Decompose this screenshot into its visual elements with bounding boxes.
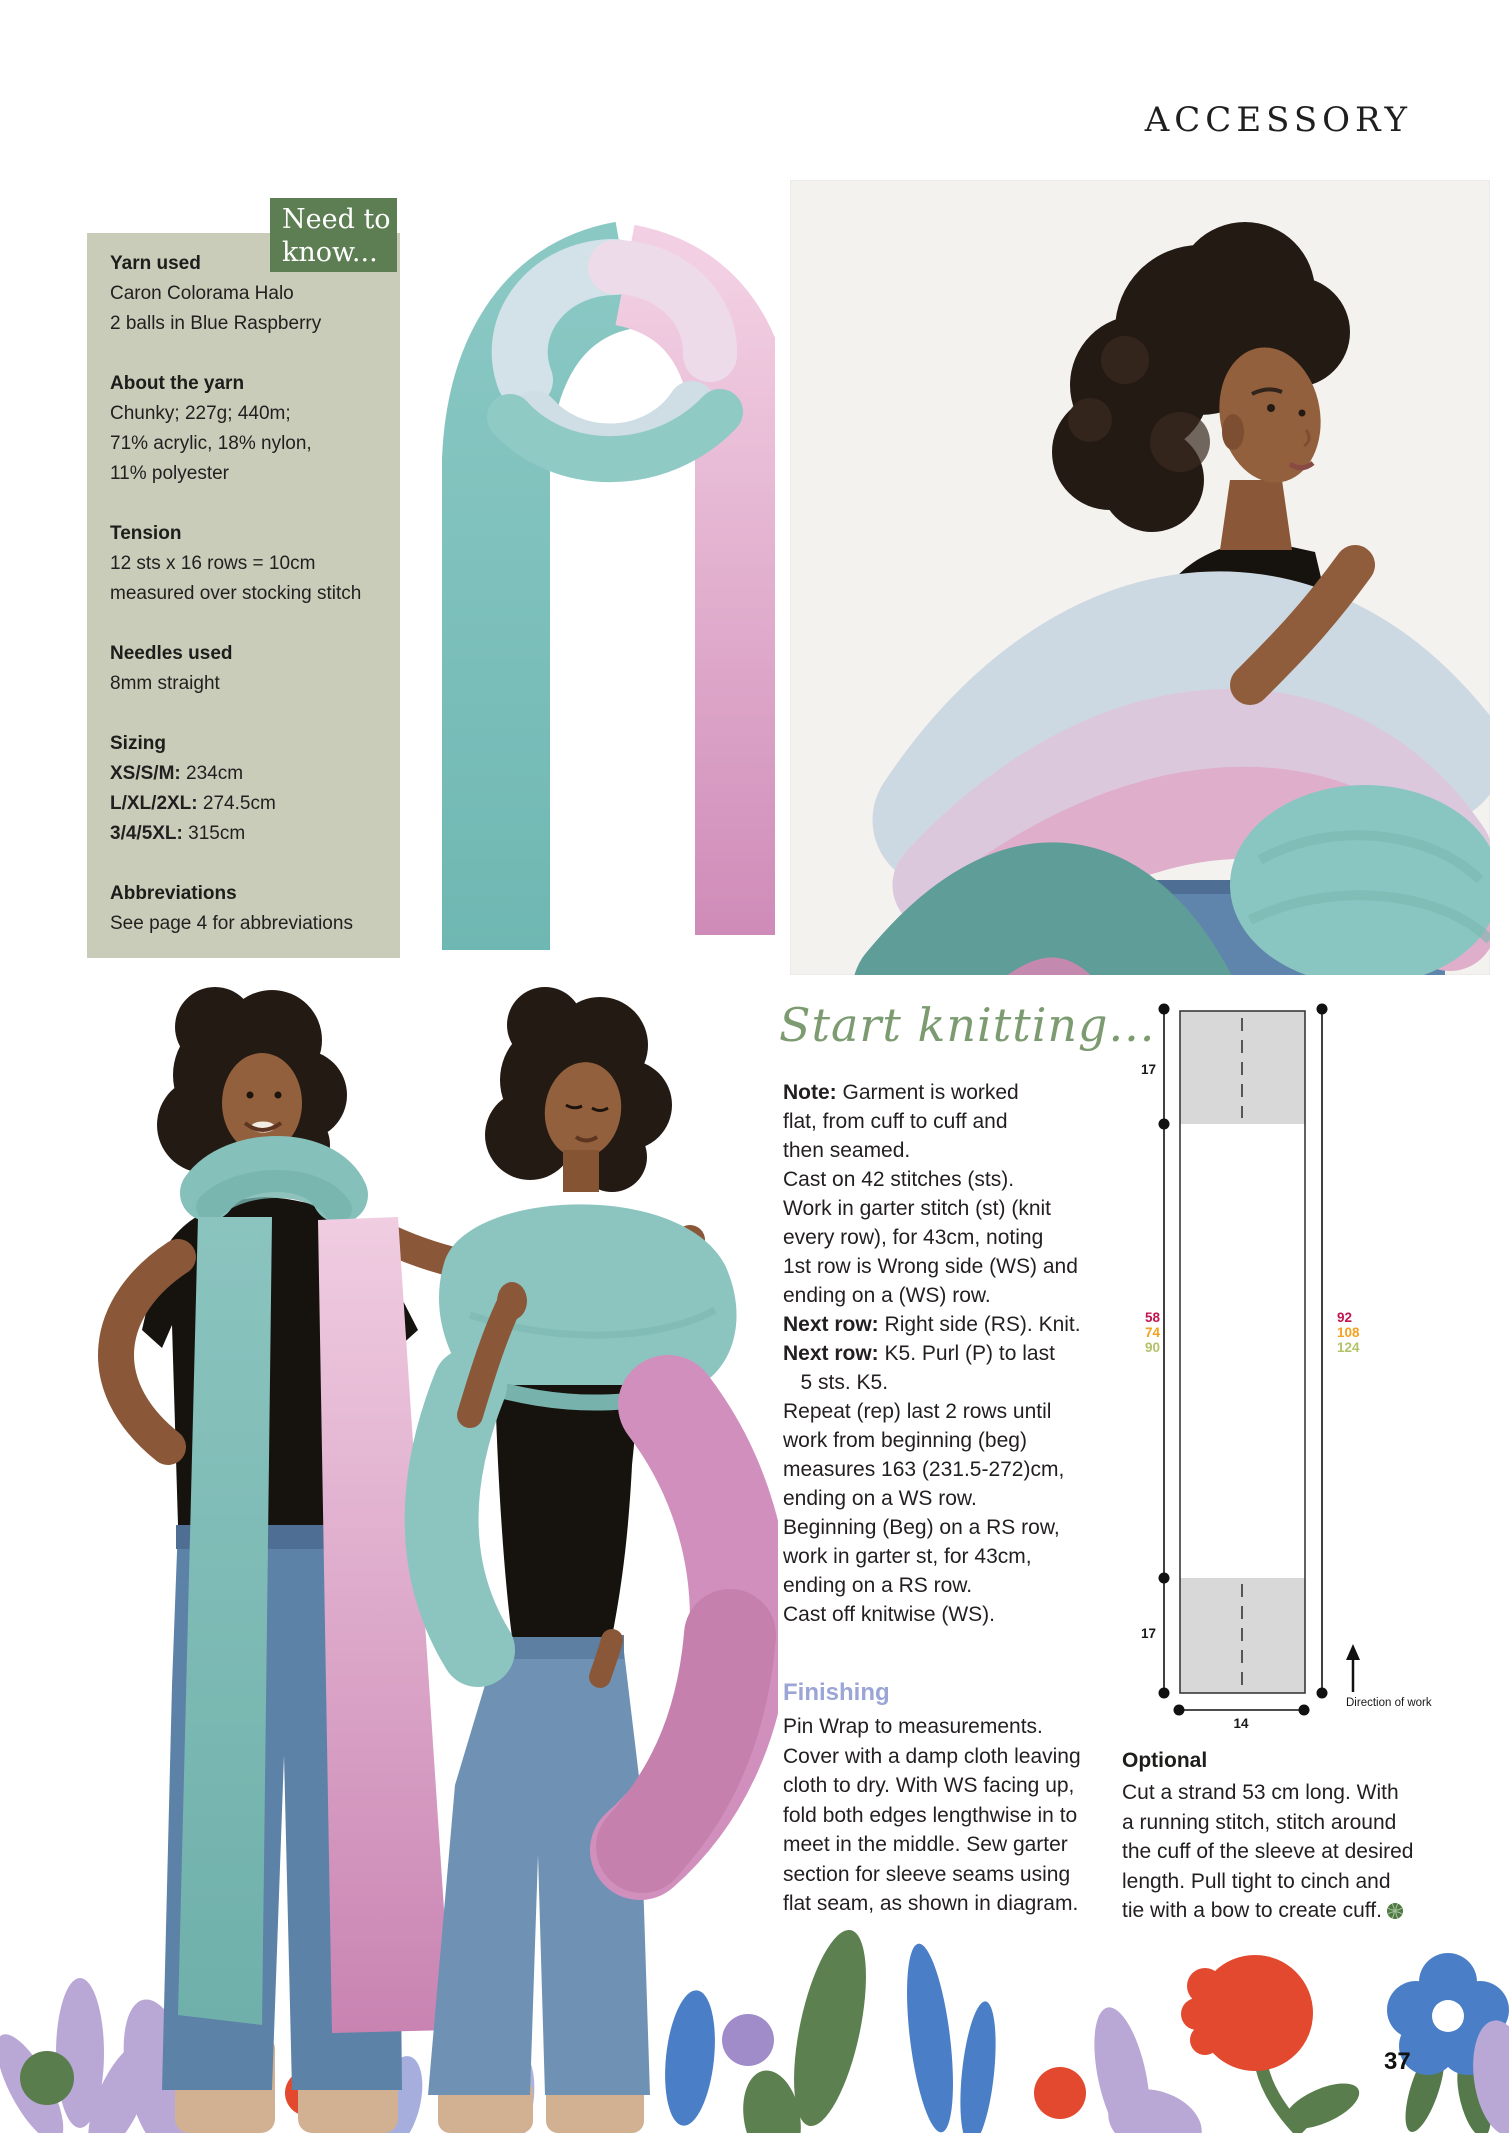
cuff-bottom-measurement: 17 (1140, 1626, 1156, 1641)
finishing-line: fold both edges lengthwise in to (783, 1803, 1078, 1827)
finishing-text (783, 1712, 1118, 1919)
sidebar-line: 3/4/5XL: 315cm (110, 823, 246, 844)
scarf-product-photo (420, 205, 775, 965)
badge-line-1: Need to (282, 204, 391, 235)
sidebar-line: Chunky; 227g; 440m; (110, 403, 291, 424)
finishing-line: Pin Wrap to measurements. (783, 1715, 1043, 1738)
cuff-top-measurement: 17 (1140, 1062, 1156, 1077)
sidebar-line: 71% acrylic, 18% nylon, (110, 433, 312, 454)
instruction-line: Cast on 42 stitches (sts). (783, 1168, 1015, 1191)
sidebar-line: 11% polyester (110, 463, 229, 484)
length-size2-left: 74 (1144, 1325, 1160, 1340)
sidebar-section-heading: Yarn used (110, 253, 201, 274)
sidebar-section-lines (110, 549, 386, 609)
optional-section (1122, 1748, 1482, 1929)
model-photo-main (790, 180, 1490, 975)
instruction-line: Note: Garment is worked (783, 1081, 1019, 1104)
finishing-section (783, 1680, 1118, 1919)
optional-line: the cuff of the sleeve at desired (1122, 1840, 1414, 1863)
sidebar-line: XS/S/M: 234cm (110, 763, 244, 784)
length-size3-right: 124 (1337, 1340, 1360, 1355)
sidebar-line: 12 sts x 16 rows = 10cm (110, 553, 316, 574)
optional-last-line: tie with a bow to create cuff. (1122, 1896, 1482, 1929)
width-measurement: 14 (1233, 1716, 1249, 1731)
sidebar-section (110, 639, 386, 699)
sidebar-section-heading: Needles used (110, 643, 233, 664)
length-size2-right: 108 (1337, 1325, 1360, 1340)
optional-line: a running stitch, stitch around (1122, 1810, 1397, 1834)
length-size1-left: 58 (1144, 1310, 1160, 1325)
model-right (428, 987, 740, 2133)
finishing-line: meet in the middle. Sew garter (783, 1833, 1068, 1856)
sidebar-line: measured over stocking stitch (110, 583, 362, 604)
optional-line: Cut a strand 53 cm long. With (1122, 1781, 1399, 1804)
optional-text (1122, 1778, 1482, 1896)
knitting-schematic-diagram (1140, 990, 1509, 1735)
sidebar-section (110, 369, 386, 489)
instruction-line: work in garter st, for 43cm, (783, 1545, 1032, 1568)
models-photo-duo (0, 985, 778, 2133)
instruction-line: ending on a RS row. (783, 1574, 973, 1597)
direction-of-work-label: Direction of work (1346, 1697, 1432, 1709)
instruction-line: Next row: K5. Purl (P) to last (783, 1342, 1055, 1365)
instruction-line: then seamed. (783, 1139, 911, 1162)
instruction-line: every row), for 43cm, noting (783, 1226, 1044, 1249)
sidebar-line: 2 balls in Blue Raspberry (110, 313, 322, 334)
instruction-line: 1st row is Wrong side (WS) and (783, 1255, 1078, 1278)
finishing-line: cloth to dry. With WS facing up, (783, 1774, 1075, 1797)
length-size1-right: 92 (1337, 1310, 1353, 1325)
sidebar-section-lines (110, 669, 386, 699)
sidebar-line: L/XL/2XL: 274.5cm (110, 793, 276, 814)
instruction-line: ending on a WS row. (783, 1487, 977, 1510)
instruction-line: ending on a (WS) row. (783, 1284, 991, 1307)
start-knitting-heading: Start knitting... (779, 998, 1156, 1052)
instruction-line: work from beginning (beg) (783, 1429, 1027, 1452)
instruction-line: Repeat (rep) last 2 rows until (783, 1400, 1052, 1423)
instruction-line: Next row: Right side (RS). Knit. (783, 1313, 1081, 1336)
page-number: 37 (1384, 2048, 1411, 2075)
optional-line: length. Pull tight to cinch and (1122, 1869, 1391, 1893)
sidebar-section (110, 729, 386, 849)
direction-of-work-arrow (1346, 1644, 1360, 1692)
sidebar-section-lines (110, 279, 386, 339)
instruction-line: Cast off knitwise (WS). (783, 1603, 995, 1626)
sidebar-line: Caron Colorama Halo (110, 283, 294, 304)
badge-line-2: know... (282, 237, 378, 268)
finishing-line: Cover with a damp cloth leaving (783, 1744, 1081, 1768)
need-to-know-panel (87, 233, 400, 958)
knitting-instructions (783, 1078, 1118, 1629)
instruction-line: flat, from cuff to cuff and (783, 1110, 1008, 1133)
finishing-line: flat seam, as shown in diagram. (783, 1892, 1079, 1915)
page-section-heading: ACCESSORY (1144, 100, 1412, 140)
sidebar-section-heading: About the yarn (110, 373, 245, 394)
sidebar-section (110, 879, 386, 939)
sidebar-section (110, 519, 386, 609)
need-to-know-badge (270, 198, 397, 272)
sidebar-section-heading: Abbreviations (110, 883, 237, 904)
optional-heading: Optional (1122, 1749, 1208, 1772)
instruction-line: measures 163 (231.5-272)cm, (783, 1458, 1065, 1481)
sidebar-section-heading: Sizing (110, 733, 166, 754)
instruction-line: Beginning (Beg) on a RS row, (783, 1516, 1060, 1539)
yarn-ball-icon (1386, 1899, 1404, 1929)
instruction-line: 5 sts. K5. (783, 1371, 889, 1394)
sidebar-section-lines (110, 759, 386, 849)
length-size3-left: 90 (1144, 1340, 1160, 1355)
sidebar-line: See page 4 for abbreviations (110, 913, 353, 934)
sidebar-section-heading: Tension (110, 523, 182, 544)
sidebar-section-lines (110, 399, 386, 489)
sidebar-section-lines (110, 909, 386, 939)
finishing-heading: Finishing (783, 1679, 890, 1706)
finishing-line: section for sleeve seams using (783, 1862, 1071, 1886)
instruction-line: Work in garter stitch (st) (knit (783, 1197, 1051, 1220)
sidebar-line: 8mm straight (110, 673, 220, 694)
